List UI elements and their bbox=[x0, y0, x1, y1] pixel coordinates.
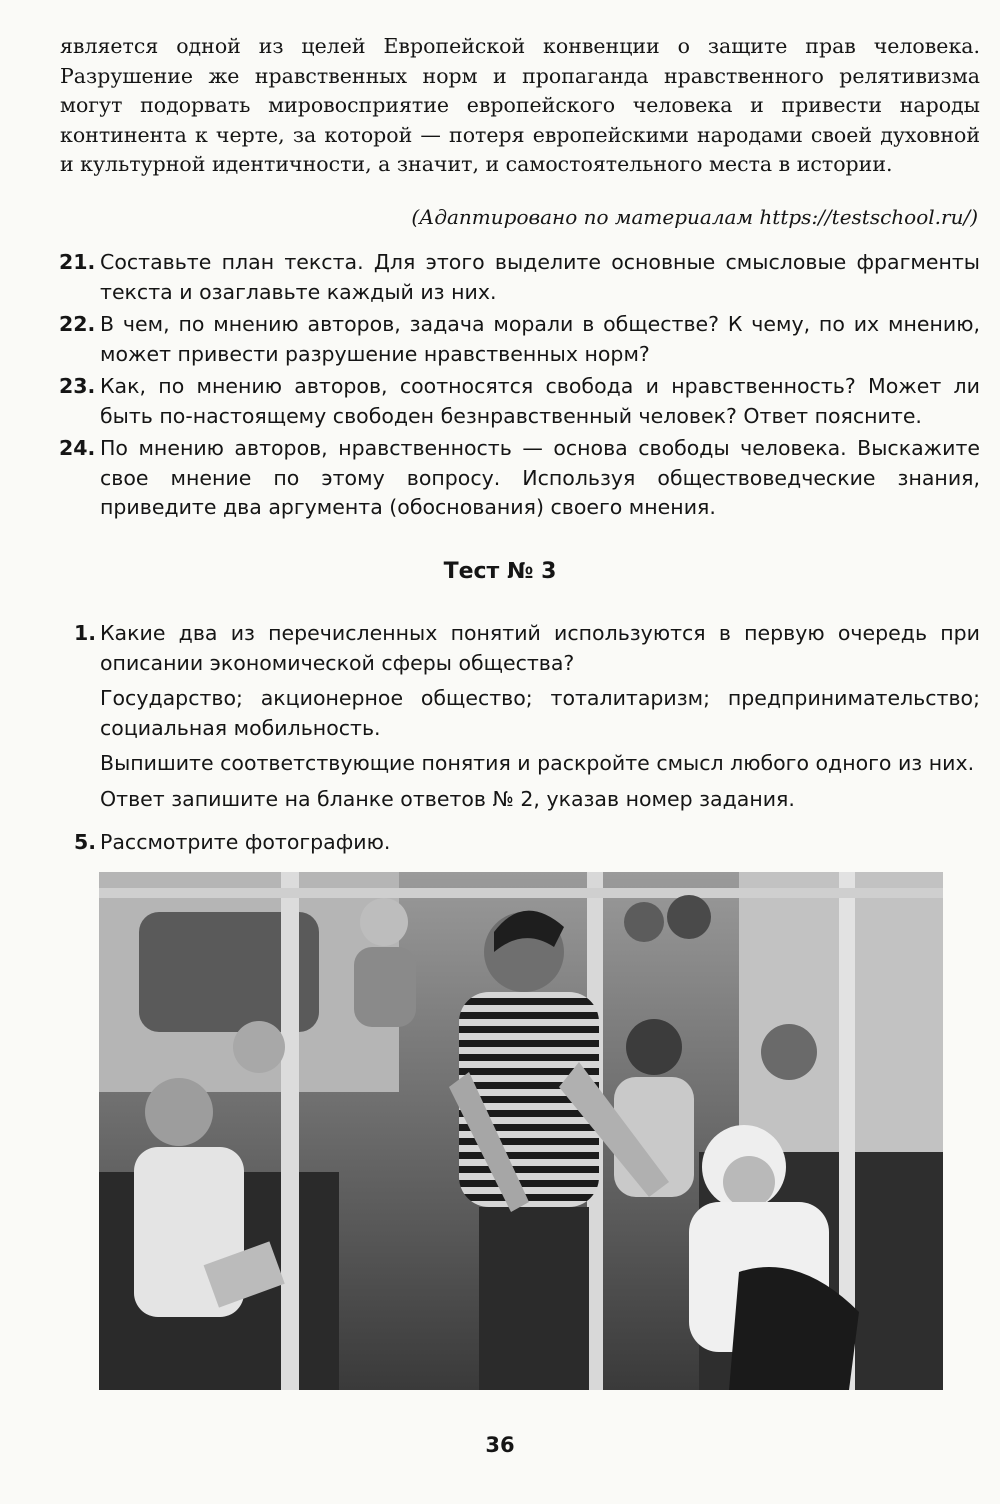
task-5 bbox=[74, 828, 980, 858]
question-number: 23. bbox=[59, 374, 96, 398]
test-title: Тест № 3 bbox=[443, 559, 557, 584]
question-24 bbox=[59, 434, 980, 523]
task-answer-note: Ответ запишите на бланке ответов № 2, указав номер задания. bbox=[100, 786, 795, 811]
question-23 bbox=[59, 372, 980, 431]
question-22 bbox=[59, 310, 980, 369]
question-number: 21. bbox=[59, 250, 96, 274]
task-question: Какие два из перечисленных понятий используются в первую очередь при описании экономической сферы общества? bbox=[100, 621, 980, 675]
question-number: 24. bbox=[59, 436, 96, 460]
task-options: Государство; акционерное общество; тоталитаризм; предпринимательство; социальная мобильность. bbox=[100, 686, 980, 740]
question-text: По мнению авторов, нравственность — основа свободы человека. Выскажите свое мнение по этому вопросу. Используя обществоведческие знания, приведите два аргумента (обоснования) своего мнения. bbox=[100, 436, 980, 519]
question-text: Как, по мнению авторов, соотносятся свобода и нравственность? Может ли быть по-настоящему свободен безнравственный человек? Ответ поясните. bbox=[100, 374, 980, 428]
task-1 bbox=[74, 619, 980, 820]
task-number: 1. bbox=[74, 621, 97, 645]
page-number: 36 bbox=[485, 1433, 515, 1457]
question-text: Составьте план текста. Для этого выделите основные смысловые фрагменты текста и озаглавьте каждый из них. bbox=[100, 250, 980, 304]
passage-source: (Адаптировано по материалам https://testschool.ru/) bbox=[411, 205, 978, 229]
task-instruction: Выпишите соответствующие понятия и раскройте смысл любого одного из них. bbox=[100, 751, 975, 775]
passage-paragraph: является одной из целей Европейской конвенции о защите прав человека. Разрушение же нравственных норм и пропаганда нравственного релятивизма могут подорвать мировосприятие европейского человека и привести народы континента к черте, за которой — потеря европейскими народами своей духовной и культурной идентичности, а значит, и самостоятельного места в истории. bbox=[60, 34, 980, 176]
question-number: 22. bbox=[59, 312, 96, 336]
question-text: В чем, по мнению авторов, задача морали в обществе? К чему, по их мнению, может привести разрушение нравственных норм? bbox=[100, 312, 980, 366]
task-number: 5. bbox=[74, 830, 97, 854]
bus-photo-illustration bbox=[99, 872, 943, 1390]
bus-photo bbox=[99, 872, 943, 1390]
question-21 bbox=[59, 248, 980, 307]
task-text: Рассмотрите фотографию. bbox=[100, 830, 391, 854]
